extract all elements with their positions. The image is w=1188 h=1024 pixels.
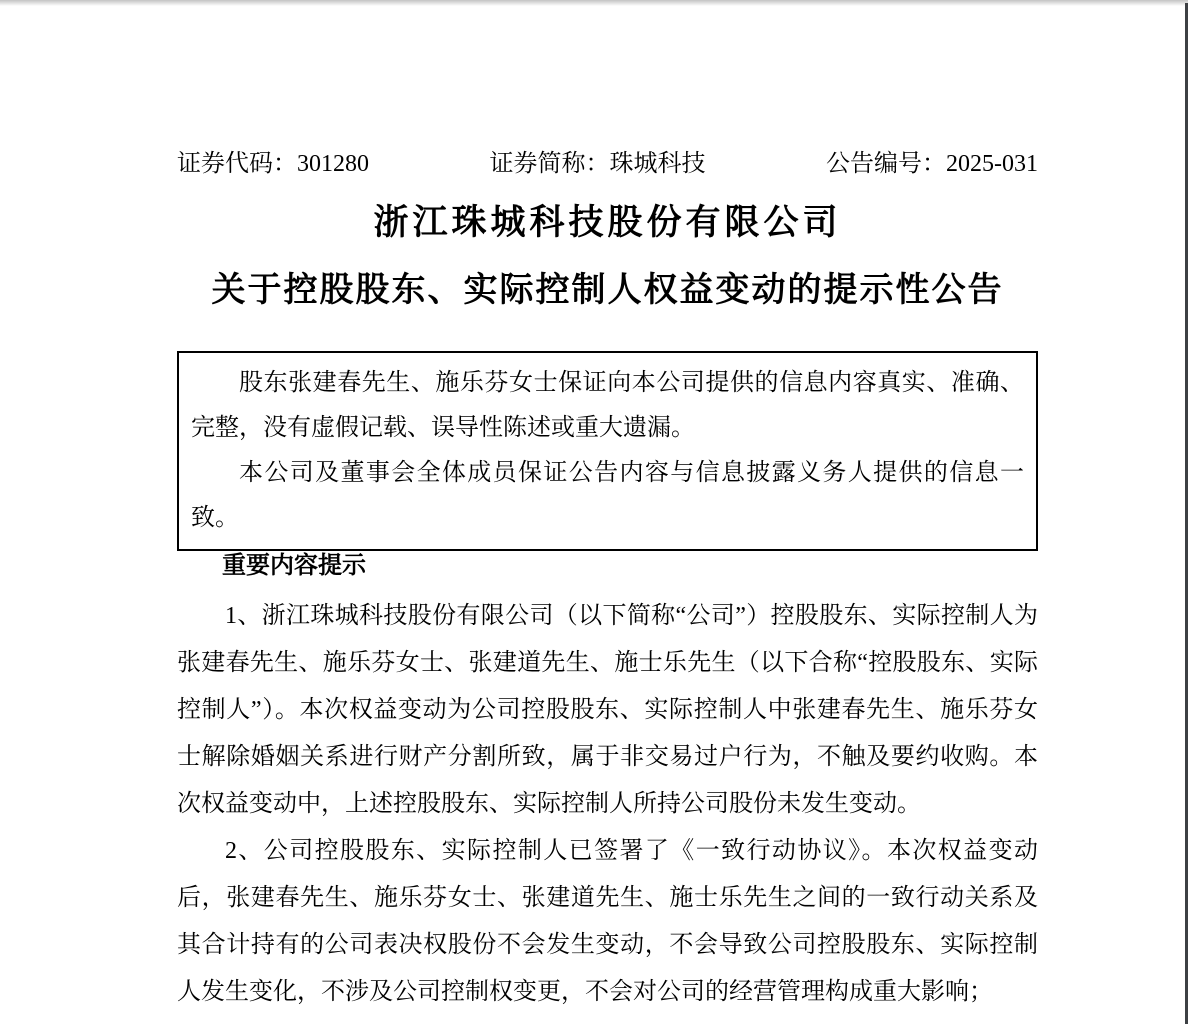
statement-line-1: 股东张建春先生、施乐芬女士保证向本公司提供的信息内容真实、准确、完整，没有虚假记载、误导性陈述或重大遗漏。: [191, 370, 1024, 441]
announcement-title: 关于控股股东、实际控制人权益变动的提示性公告: [211, 272, 1004, 309]
stock-code-text: 证券代码：301280: [177, 151, 369, 177]
header-meta-row: [177, 150, 1038, 178]
important-notice-heading: 重要内容提示: [222, 553, 366, 579]
stock-abbr-text: 证券简称：珠城科技: [489, 151, 706, 177]
body-paragraph-2: 2、公司控股股东、实际控制人已签署了《一致行动协议》。本次权益变动后，张建春先生、施乐芬女士、张建道先生、施士乐先生之间的一致行动关系及其合计持有的公司表决权股份不会发生变动，不会导致公司控股股东、实际控制人发生变化，不涉及公司控制权变更，不会对公司的经营管理构成重大影响；: [177, 838, 1038, 1005]
body-paragraph-1: 1、浙江珠城科技股份有限公司（以下简称“公司”）控股股东、实际控制人为张建春先生、施乐芬女士、张建道先生、施士乐先生（以下合称“控股股东、实际控制人”）。本次权益变动为公司控股股东、实际控制人中张建春先生、施乐芬女士解除婚姻关系进行财产分割所致，属于非交易过户行为，不触及要约收购。本次权益变动中，上述控股股东、实际控制人所持公司股份未发生变动。: [177, 603, 1038, 817]
document-page: [177, 0, 1038, 1024]
announcement-number-text: 公告编号：2025-031: [826, 151, 1038, 177]
statement-line-2: 本公司及董事会全体成员保证公告内容与信息披露义务人提供的信息一致。: [191, 460, 1024, 531]
body-text-block: [177, 593, 1038, 1016]
statement-box: [177, 351, 1038, 551]
company-name-title: 浙江珠城科技股份有限公司: [373, 203, 842, 242]
